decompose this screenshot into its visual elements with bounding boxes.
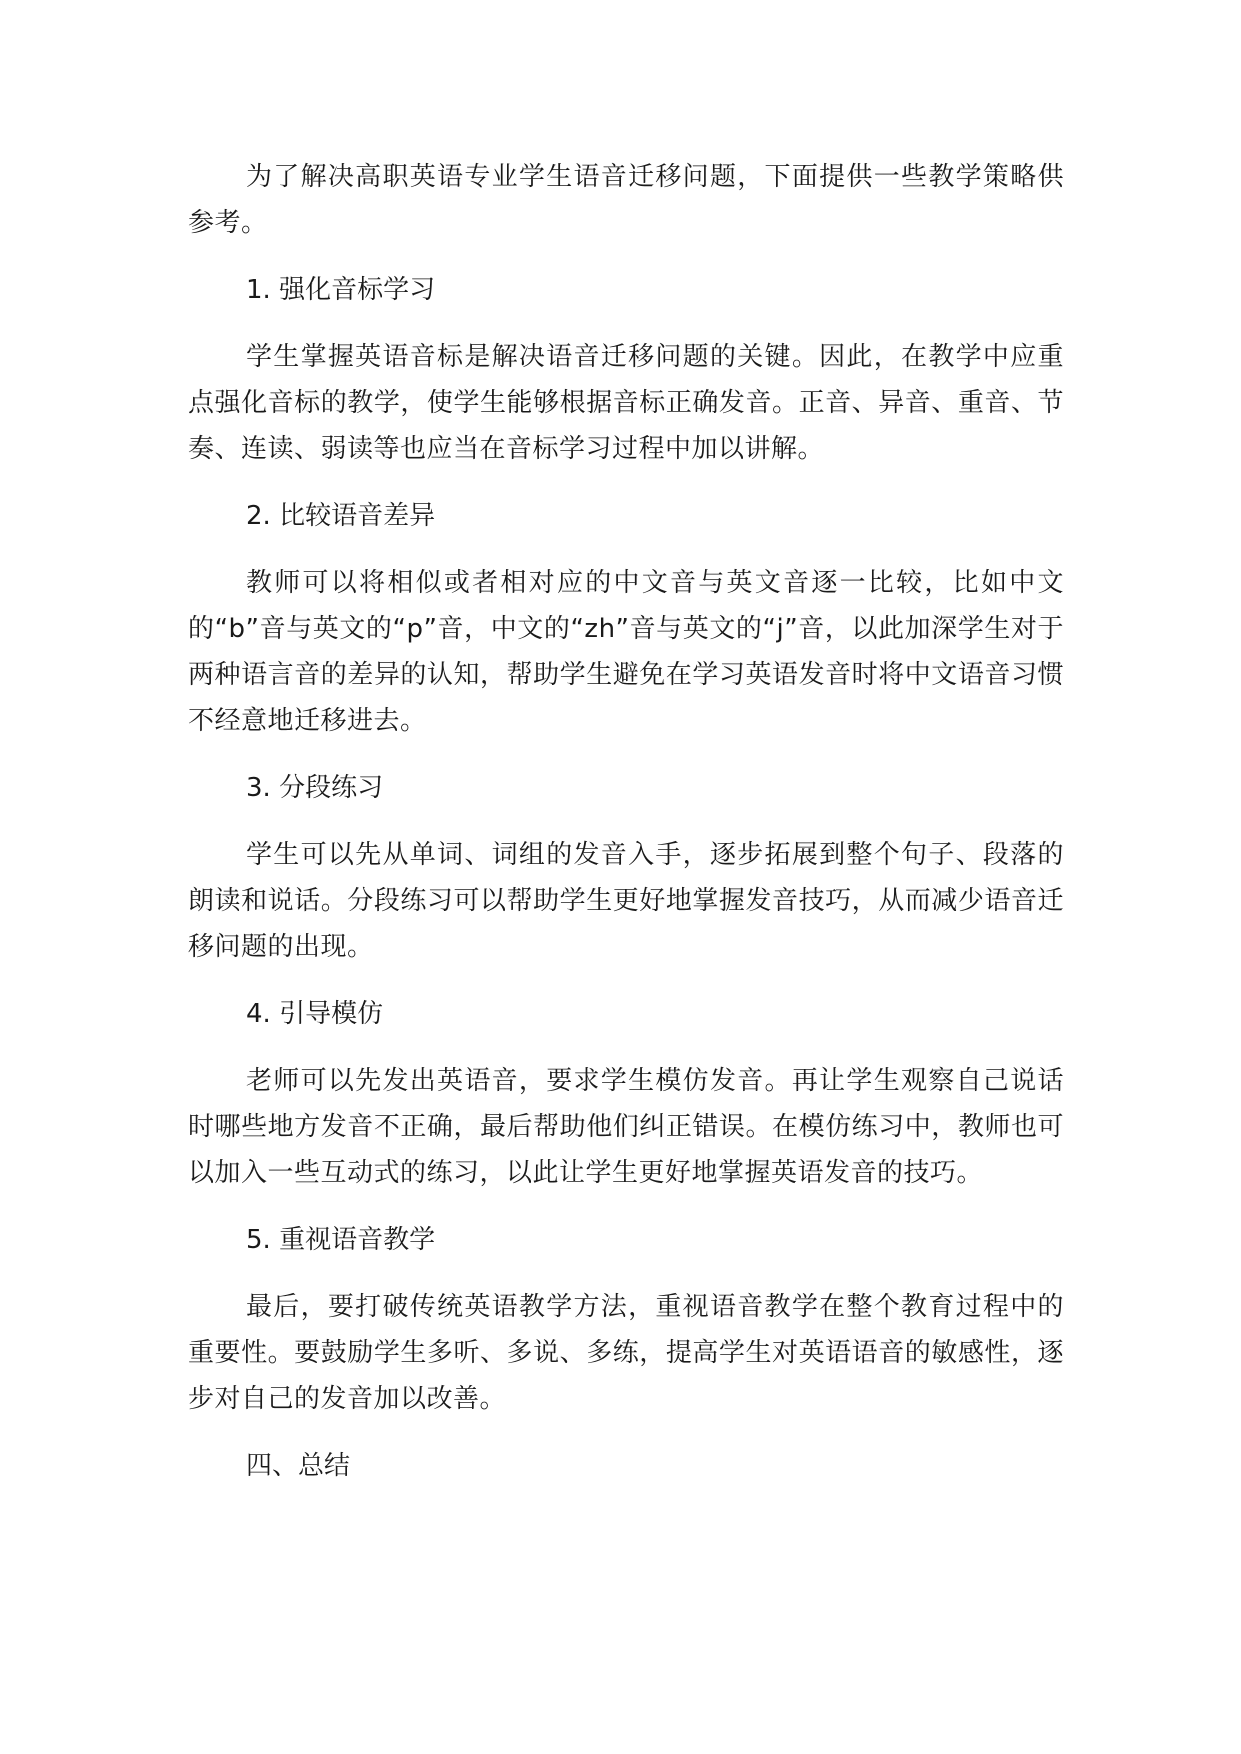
intro-paragraph: 为了解决高职英语专业学生语音迁移问题，下面提供一些教学策略供参考。 [188, 162, 1064, 238]
section-heading-4: 4. 引导模仿 [246, 999, 384, 1029]
section-heading-5: 5. 重视语音教学 [246, 1225, 436, 1255]
section-heading-2: 2. 比较语音差异 [246, 501, 436, 531]
section-body-2: 教师可以将相似或者相对应的中文音与英文音逐一比较，比如中文的“b”音与英文的“p”音，中文的“zh”音与英文的“j”音，以此加深学生对于两种语言音的差异的认知，帮助学生避免在学习英语发音时将中文语音习惯不经意地迁移进去。 [188, 568, 1064, 736]
section-body-3: 学生可以先从单词、词组的发音入手，逐步拓展到整个句子、段落的朗读和说话。分段练习可以帮助学生更好地掌握发音技巧，从而减少语音迁移问题的出现。 [188, 840, 1064, 962]
document-page [188, 154, 1064, 1489]
conclusion-heading: 四、总结 [246, 1451, 351, 1481]
section-body-4: 老师可以先发出英语音，要求学生模仿发音。再让学生观察自己说话时哪些地方发音不正确，最后帮助他们纠正错误。在模仿练习中，教师也可以加入一些互动式的练习，以此让学生更好地掌握英语发音的技巧。 [188, 1066, 1064, 1188]
section-heading-3: 3. 分段练习 [246, 773, 384, 803]
section-body-5: 最后，要打破传统英语教学方法，重视语音教学在整个教育过程中的重要性。要鼓励学生多听、多说、多练，提高学生对英语语音的敏感性，逐步对自己的发音加以改善。 [188, 1292, 1064, 1414]
section-body-1: 学生掌握英语音标是解决语音迁移问题的关键。因此，在教学中应重点强化音标的教学，使学生能够根据音标正确发音。正音、异音、重音、节奏、连读、弱读等也应当在音标学习过程中加以讲解。 [188, 342, 1064, 464]
section-heading-1: 1. 强化音标学习 [246, 275, 436, 305]
